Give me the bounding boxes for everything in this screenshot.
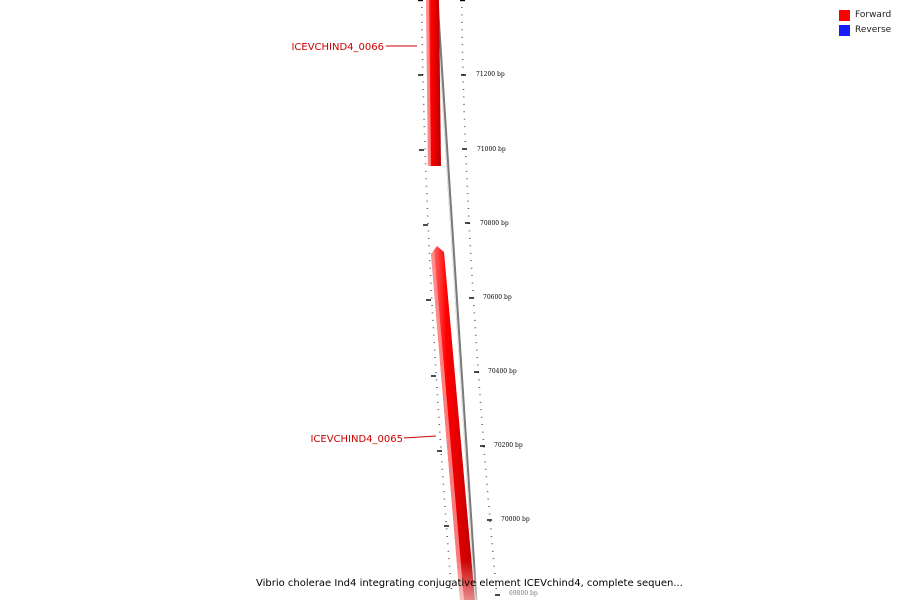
gene-leader-0065	[404, 436, 436, 438]
legend-swatch-forward	[839, 10, 850, 21]
gene-label-icevchind4-0065[interactable]: ICEVCHIND4_0065	[310, 434, 403, 445]
position-label-69800: 69800 bp	[509, 590, 538, 597]
position-label-70000: 70000 bp	[501, 516, 530, 523]
gene-arrow-icevchind4-0066[interactable]	[426, 0, 441, 166]
sequence-caption: Vibrio cholerae Ind4 integrating conjugative element ICEVchind4, complete sequen...	[256, 578, 683, 589]
position-label-70200: 70200 bp	[494, 442, 523, 449]
legend-swatch-reverse	[839, 25, 850, 36]
position-label-71200: 71200 bp	[476, 71, 505, 78]
position-label-70600: 70600 bp	[483, 294, 512, 301]
position-label-71000: 71000 bp	[477, 146, 506, 153]
legend-label-reverse: Reverse	[855, 25, 892, 35]
position-label-70800: 70800 bp	[480, 220, 509, 227]
position-label-70400: 70400 bp	[488, 368, 517, 375]
gene-label-icevchind4-0066[interactable]: ICEVCHIND4_0066	[291, 42, 384, 53]
legend-label-forward: Forward	[855, 10, 892, 20]
